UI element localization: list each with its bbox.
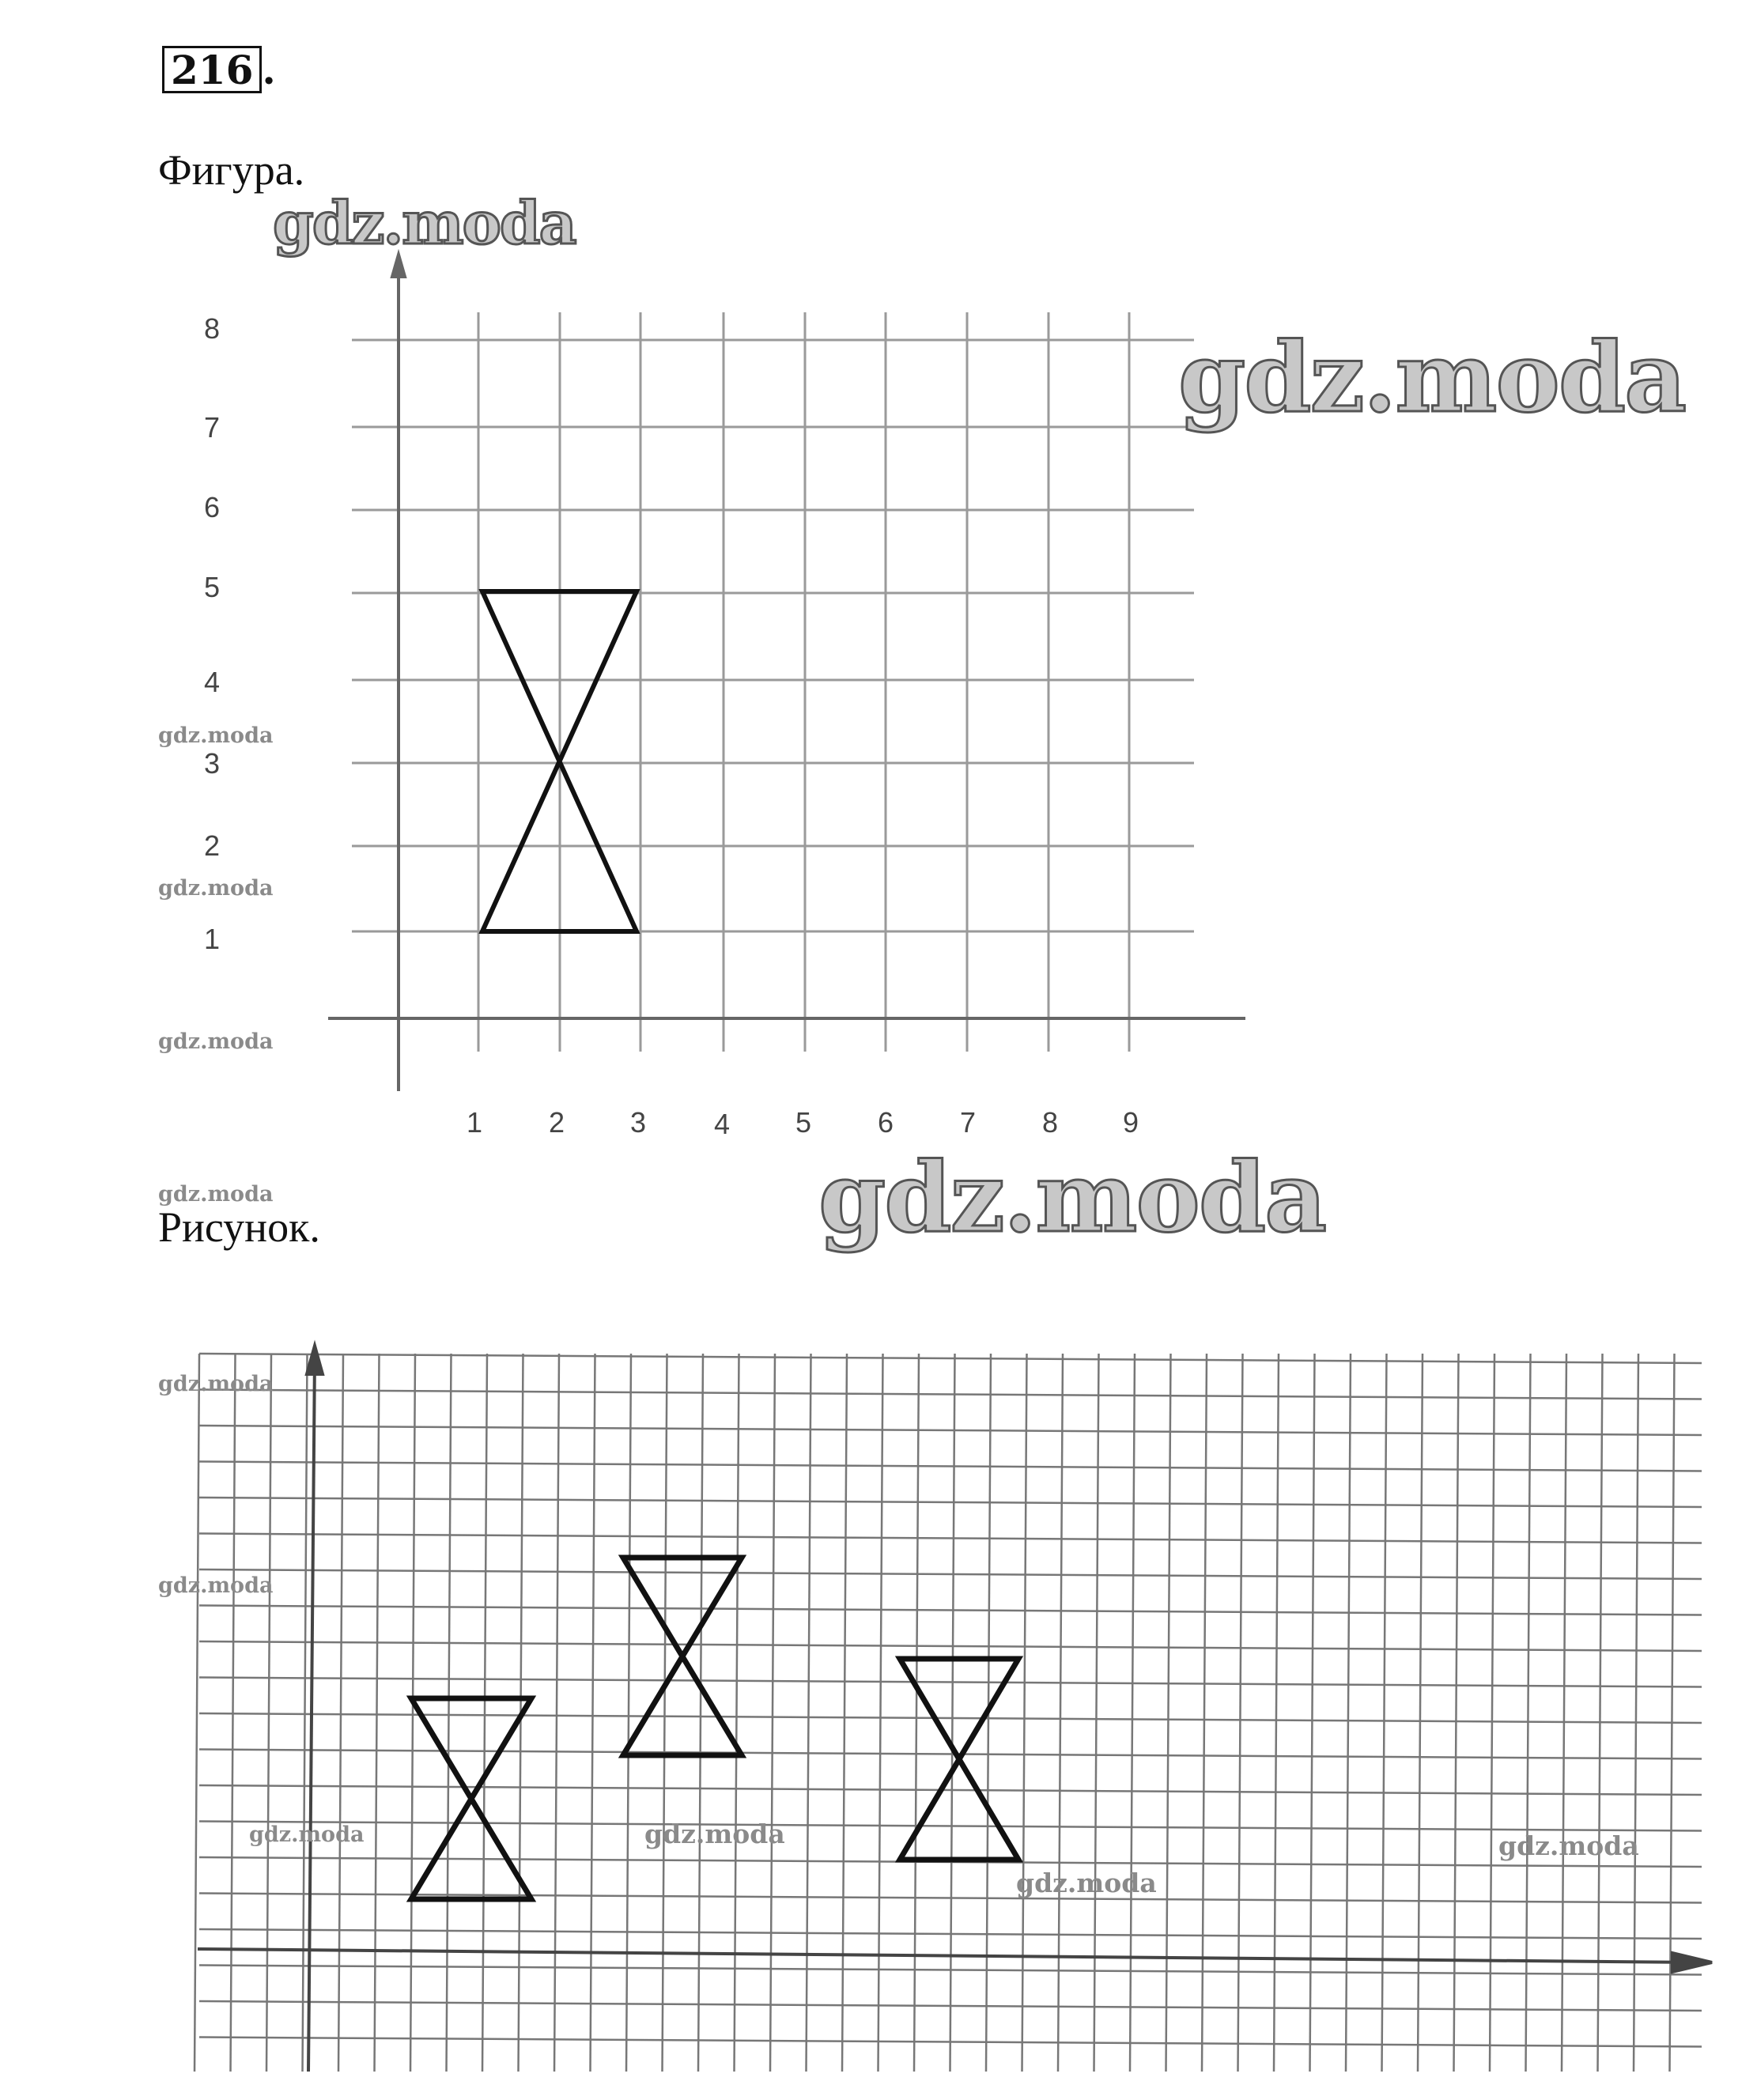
grid-line — [199, 1390, 1702, 1399]
grid-line — [447, 1354, 452, 2072]
grid-line — [199, 1426, 1702, 1435]
grid-line — [735, 1354, 739, 2072]
x-tick: 8 — [1042, 1106, 1059, 1139]
grid-line — [626, 1354, 631, 2072]
grid-line — [1526, 1354, 1531, 2072]
grid-line — [1418, 1354, 1423, 2072]
grid-line — [878, 1354, 883, 2072]
grid-line — [199, 1641, 1702, 1651]
picture-hourglass-2 — [623, 1558, 742, 1755]
watermark: gdz.moda — [158, 1372, 274, 1396]
watermark: gdz.moda — [158, 1029, 274, 1054]
y-tick: 4 — [204, 666, 221, 698]
grid-line — [410, 1354, 415, 2072]
watermark: gdz.moda — [249, 1822, 365, 1847]
grid-line — [1454, 1354, 1459, 2072]
grid-line — [1634, 1354, 1638, 2072]
y-tick: 2 — [204, 829, 221, 862]
y-tick: 5 — [204, 571, 221, 603]
grid-line — [698, 1354, 703, 2072]
grid-line — [195, 1354, 199, 2072]
grid-line — [663, 1354, 667, 2072]
watermark: gdz.moda — [158, 1573, 274, 1598]
x-tick: 5 — [795, 1106, 812, 1139]
picture-hourglass-1 — [411, 1698, 531, 1899]
grid-line — [1166, 1354, 1171, 2072]
grid-line — [199, 1534, 1702, 1543]
watermark: gdz.moda — [1016, 1868, 1157, 1898]
picture-hourglass-3 — [900, 1659, 1018, 1860]
x-tick: 2 — [549, 1106, 565, 1139]
picture-x-axis — [198, 1949, 1700, 1962]
grid-line — [1058, 1354, 1063, 2072]
grid-line — [1094, 1354, 1099, 2072]
figure-caption: Фигура. — [158, 146, 305, 194]
y-tick: 8 — [204, 312, 221, 345]
grid-line — [199, 1606, 1702, 1615]
grid-line — [375, 1354, 380, 2072]
watermark: gdz.moda — [158, 1182, 274, 1207]
y-tick: 1 — [204, 923, 221, 955]
grid-line — [199, 1785, 1702, 1795]
grid-line — [1274, 1354, 1279, 2072]
x-tick: 9 — [1123, 1106, 1139, 1139]
grid-line — [1238, 1354, 1243, 2072]
grid-line — [950, 1354, 955, 2072]
grid-line — [1130, 1354, 1135, 2072]
grid-line — [482, 1354, 487, 2072]
grid-line — [199, 1822, 1702, 1831]
x-tick: 6 — [878, 1106, 894, 1139]
grid-line — [807, 1354, 811, 2072]
y-tick: 7 — [204, 411, 221, 444]
watermark: gdz.moda — [158, 876, 274, 901]
grid-line — [199, 1678, 1702, 1687]
figure-axes — [328, 255, 1245, 1091]
picture-x-axis-arrow-icon — [1672, 1953, 1712, 1972]
picture-plot — [0, 1281, 1757, 2100]
grid-line — [1562, 1354, 1566, 2072]
grid-line — [591, 1354, 595, 2072]
grid-line — [1382, 1354, 1387, 2072]
picture-caption: Рисунок. — [158, 1203, 320, 1251]
task-number: 216 . — [162, 46, 276, 93]
x-tick: 7 — [960, 1106, 977, 1139]
grid-line — [554, 1354, 559, 2072]
grid-line — [199, 1462, 1702, 1471]
grid-line — [1202, 1354, 1207, 2072]
watermark: gdz.moda — [818, 1140, 1326, 1254]
grid-line — [1346, 1354, 1351, 2072]
watermark: gdz.moda — [644, 1819, 785, 1849]
grid-line — [842, 1354, 847, 2072]
watermark: gdz.moda — [1498, 1830, 1639, 1861]
y-axis-arrow-icon — [392, 255, 405, 277]
x-tick: 4 — [714, 1108, 731, 1140]
watermark: gdz.moda — [1178, 320, 1686, 434]
watermark: gdz.moda — [158, 723, 274, 748]
picture-y-axis-arrow-icon — [307, 1346, 323, 1374]
grid-line — [1490, 1354, 1494, 2072]
grid-line — [199, 1750, 1702, 1759]
grid-line — [199, 1354, 1702, 1363]
x-tick: 3 — [630, 1106, 647, 1139]
grid-line — [914, 1354, 919, 2072]
watermark: gdz.moda — [273, 190, 576, 258]
grid-line — [338, 1354, 343, 2072]
grid-line — [770, 1354, 775, 2072]
figure-grid — [352, 312, 1194, 1052]
grid-line — [199, 1498, 1702, 1507]
x-tick: 1 — [467, 1106, 483, 1139]
grid-line — [1022, 1354, 1027, 2072]
grid-line — [1598, 1354, 1603, 2072]
y-tick: 3 — [204, 747, 221, 780]
grid-line — [199, 1569, 1702, 1579]
y-tick: 6 — [204, 491, 221, 523]
grid-line — [1310, 1354, 1315, 2072]
